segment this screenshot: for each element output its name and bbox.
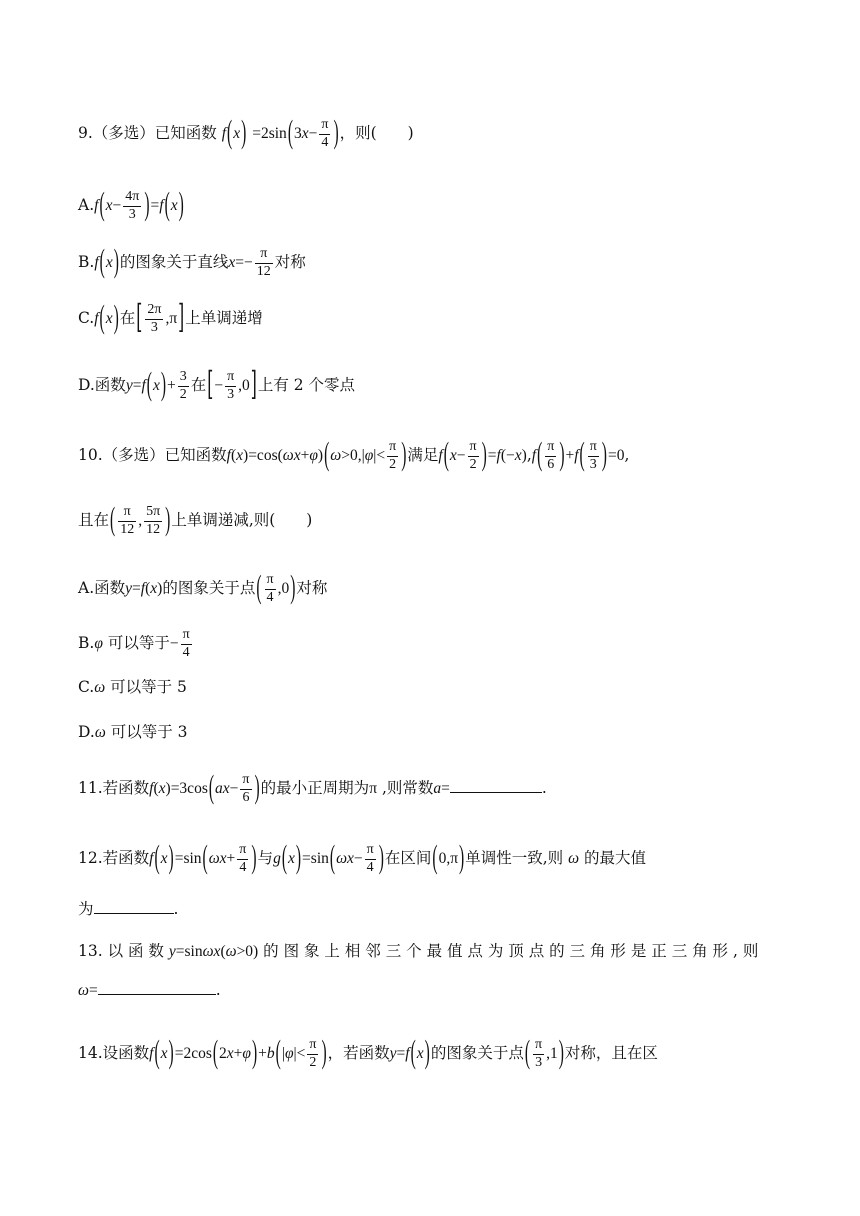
q13: 13. 以 函 数 y=sinωx(ω>0) 的 图 象 上 相 邻 三 个 最 值 点 为 顶 点 的 三 角 形 是 正 三 角 形 , 则 xyxy=(78,942,759,960)
q13-answer-blank[interactable] xyxy=(98,994,216,995)
q9-option-a: A.f(x− $\frac{4\pi}{3}$ )=f(x) xyxy=(78,187,184,224)
q14: 14.设函数f(x)=2cos(2x+φ)+b(|φ|< $\frac{\pi}{2}$ )，若函数y=f(x)的图象关于点( $\frac{\pi}{3}$ ,1)对称，且在区 xyxy=(78,1035,658,1072)
q10-option-d: D.ω 可以等于 3 xyxy=(78,723,188,741)
q9-option-d: D.函数y=f(x)+ $\frac{3}{2}$ 在[− $\frac{\pi}{3}$ ,0]上有 2 个零点 xyxy=(78,365,356,404)
q10-stem: 10.（多选）已知函数f(x)=cos(ωx+φ)(ω>0,|φ|< $\frac{\pi}{2}$ )满足f(x− $\frac{\pi}{2}$ )=f(−x),f( $\frac{\pi}{6}$ )+f( $\frac{\pi}{3}$ )=0, xyxy=(78,437,630,474)
q11: 11.若函数f(x)=3cos(ax− $\frac{\pi}{6}$ )的最小正周期为π ,则常数a= . xyxy=(78,770,547,807)
q10-option-a: A.函数y=f(x)的图象关于点( $\frac{\pi}{4}$ ,0)对称 xyxy=(78,570,328,607)
q12: 12.若函数f(x)=sin(ωx+ $\frac{\pi}{4}$ )与g(x)=sin(ωx− $\frac{\pi}{4}$ )在区间(0,π)单调性一致,则 ω 的最大值 xyxy=(78,840,646,877)
q10-stem-line2: 且在( $\frac{\pi}{12}$ , $\frac{5\pi}{12}$ )上单调递减,则( ) xyxy=(78,502,313,539)
q10-option-b: B.φ 可以等于− $\frac{\pi}{4}$ xyxy=(78,627,190,660)
q12-line2: 为 . xyxy=(78,900,179,918)
q13-line2: ω= . xyxy=(78,981,221,999)
q12-answer-blank[interactable] xyxy=(94,913,174,914)
q11-answer-blank[interactable] xyxy=(450,792,542,793)
q9-option-b: B.f(x)的图象关于直线x=− $\frac{\pi}{12}$ 对称 xyxy=(78,244,306,281)
q9-option-c: C.f(x)在[ $\frac{2\pi}{3}$ ,π]上单调递增 xyxy=(78,298,263,337)
q10-option-c: C.ω 可以等于 5 xyxy=(78,678,187,696)
q9-stem: 9.（多选）已知函数 f(x) =2sin(3x− $\frac{\pi}{4}$ )，则( ) xyxy=(78,115,414,152)
